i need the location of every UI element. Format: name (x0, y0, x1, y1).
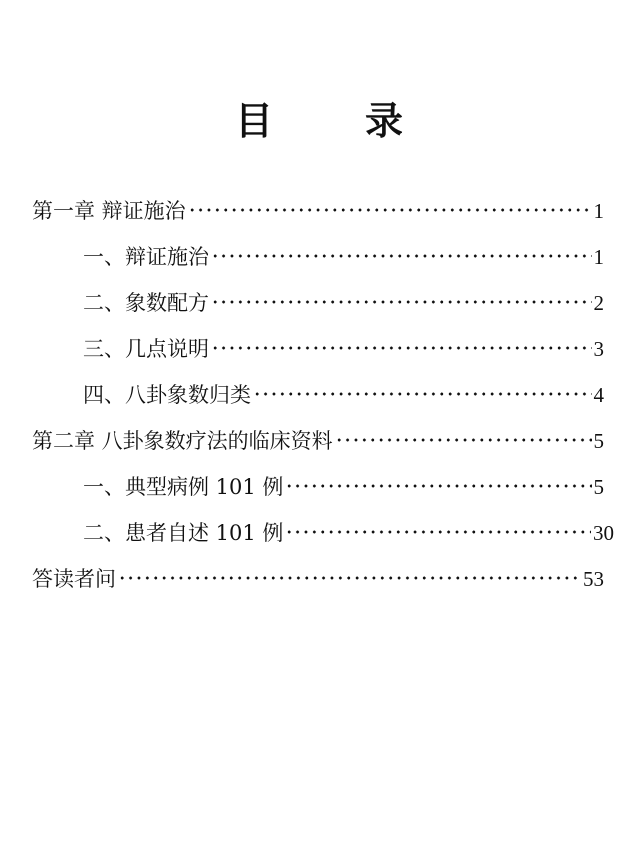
toc-entry-label: 二、患者自述 101 例 (83, 521, 284, 545)
toc-entry-page: 5 (593, 475, 604, 499)
toc-entry-page: 30 (593, 521, 614, 545)
toc-entry-page: 2 (593, 291, 604, 315)
dot-leader (253, 391, 592, 397)
toc-entry-page: 5 (593, 429, 604, 453)
toc-entry[interactable] (83, 326, 604, 372)
toc-entry-label: 二、象数配方 (83, 291, 209, 315)
toc-entry-label: 三、几点说明 (83, 337, 209, 361)
dot-leader (118, 575, 581, 581)
dot-leader (211, 253, 592, 259)
page-title (0, 96, 638, 146)
dot-leader (211, 345, 592, 351)
toc-entry[interactable] (83, 280, 604, 326)
toc-entry[interactable] (83, 510, 614, 556)
toc-entry-page: 4 (593, 383, 604, 407)
dot-leader (285, 483, 591, 489)
toc-entry[interactable] (32, 188, 604, 234)
toc-entry-label: 答读者问 (32, 567, 116, 591)
toc-entry-label: 四、八卦象数归类 (83, 383, 251, 407)
toc-entry[interactable] (32, 556, 604, 602)
toc-entry[interactable] (32, 418, 604, 464)
toc-entry-label: 第一章 辩证施治 (32, 199, 186, 223)
toc-entry-label: 第二章 八卦象数疗法的临床资料 (32, 429, 333, 453)
dot-leader (335, 437, 592, 443)
toc-entry[interactable] (83, 234, 604, 280)
toc-entry-page: 53 (583, 567, 604, 591)
toc-entry-label: 一、辩证施治 (83, 245, 209, 269)
toc-entry-label: 一、典型病例 101 例 (83, 475, 284, 499)
dot-leader (188, 207, 592, 213)
toc-entry[interactable] (83, 464, 604, 510)
toc-entry[interactable] (83, 372, 604, 418)
dot-leader (285, 529, 591, 535)
dot-leader (211, 299, 592, 305)
title-char-2: 录 (365, 99, 404, 143)
title-char-1: 目 (234, 99, 273, 143)
toc-entry-page: 1 (593, 199, 604, 223)
toc-entry-page: 3 (593, 337, 604, 361)
toc-entry-page: 1 (593, 245, 604, 269)
